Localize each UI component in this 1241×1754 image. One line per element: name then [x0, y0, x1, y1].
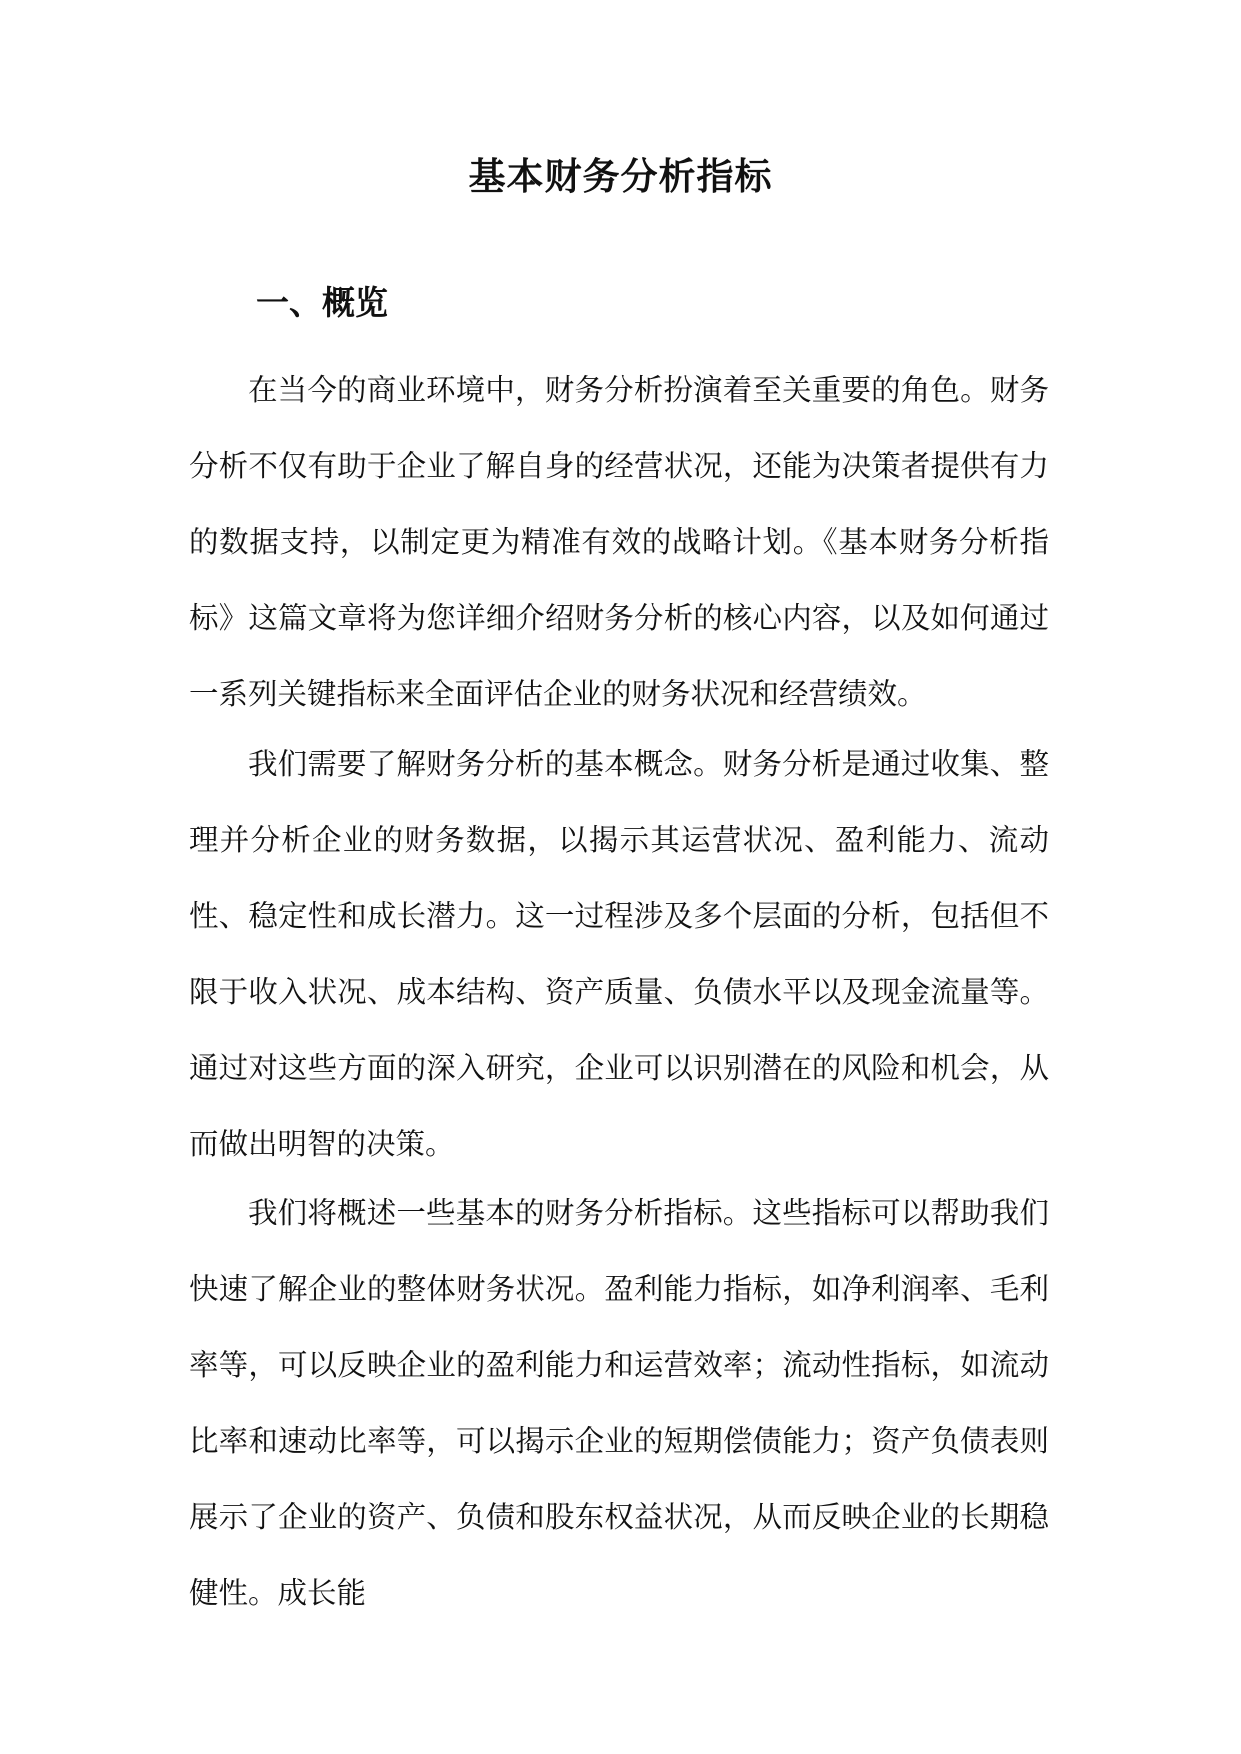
- body-paragraph: 我们需要了解财务分析的基本概念。财务分析是通过收集、整理并分析企业的财务数据，以揭示其运营状况、盈利能力、流动性、稳定性和成长潜力。这一过程涉及多个层面的分析，包括但不限于收入状况、成本结构、资产质量、负债水平以及现金流量等。通过对这些方面的深入研究，企业可以识别潜在的风险和机会，从而做出明智的决策。: [189, 747, 1049, 1161]
- section-heading-overview: 一、概览: [256, 283, 388, 322]
- body-paragraph: 在当今的商业环境中，财务分析扮演着至关重要的角色。财务分析不仅有助于企业了解自身的经营状况，还能为决策者提供有力的数据支持，以制定更为精准有效的战略计划。《基本财务分析指标》这篇文章将为您详细介绍财务分析的核心内容，以及如何通过一系列关键指标来全面评估企业的财务状况和经营绩效。: [189, 373, 1049, 711]
- body-paragraph: 我们将概述一些基本的财务分析指标。这些指标可以帮助我们快速了解企业的整体财务状况。盈利能力指标，如净利润率、毛利率等，可以反映企业的盈利能力和运营效率；流动性指标，如流动比率和速动比率等，可以揭示企业的短期偿债能力；资产负债表则展示了企业的资产、负债和股东权益状况，从而反映企业的长期稳健性。成长能: [189, 1196, 1049, 1610]
- document-title: 基本财务分析指标: [468, 154, 773, 198]
